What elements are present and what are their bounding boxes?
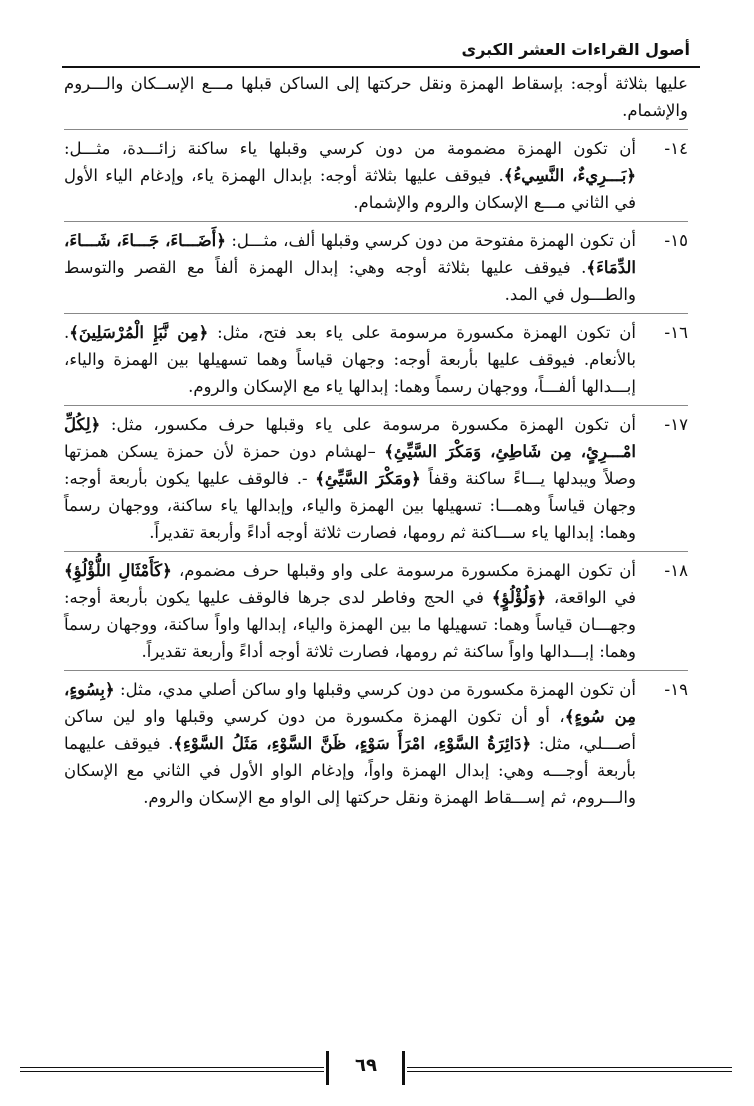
item-separator: [64, 129, 688, 130]
intro-paragraph: [64, 70, 688, 124]
page-body: [64, 70, 688, 811]
item-text: [64, 411, 636, 546]
item-text-before: أن تكون الهمزة مضمومة من دون كرسي وقبلها ياء ساكنة زائـــدة، مثـــل:: [64, 139, 636, 158]
quran-quote-2: ﴿ومَكْرَ السَّيِّئِ﴾: [315, 469, 421, 488]
footer-rule-left-double: [20, 1071, 324, 1072]
footer-rule-right-double: [407, 1071, 732, 1072]
item-separator: [64, 551, 688, 552]
item-text-before: أن تكون الهمزة مكسورة من دون كرسي وقبلها واو ساكن أصلي مدي، مثل:: [120, 680, 636, 699]
item-number: ١٧-: [664, 415, 688, 434]
footer-rule-right: [407, 1067, 732, 1068]
quran-quote: ﴿لِكُلِّ امْـــرِئٍ، مِن شَاطِئِ، وَمَكْرَ السَّيِّئِ﴾: [64, 415, 636, 461]
page-footer: [0, 1055, 754, 1089]
item-text: [64, 135, 636, 216]
item-separator: [64, 405, 688, 406]
list-item-17: [64, 411, 688, 546]
item-separator: [64, 313, 688, 314]
item-text-after-2: . فيوقف عليهما بأربعة أوجـــه وهي: إبدال الهمزة واواً، وإدغام الواو الأول في الثاني مع الإسكان والـــروم، ثم إســـقاط الهمزة ونقل حركتها إلى الواو مع الإسكان والروم.: [64, 734, 636, 807]
item-text: [64, 676, 636, 811]
list-item-18: [64, 557, 688, 665]
quran-quote: ﴿مِن نَّبَإِ الْمُرْسَلِينَ﴾: [69, 323, 209, 342]
item-text-after: . بالأنعام. فيوقف عليها بأربعة أوجه: وجهان قياساً وهما تسهيلها بين الهمزة والياء، إبـــدالها ألفـــاً، ووجهان رسماً وهما: إبدالها ياء مع الإسكان والروم.: [64, 323, 636, 396]
quran-quote: ﴿كَأَمْثَالِ اللُّؤْلُؤِ﴾: [64, 561, 172, 580]
item-text-after: ، أو أن تكون الهمزة مكسورة من دون كرسي وقبلها واو لين ساكن أصـــلي، مثل:: [64, 707, 636, 753]
item-separator: [64, 670, 688, 671]
item-number: ١٦-: [664, 323, 688, 342]
quran-quote: ﴿بِسُوءٍ، مِن سُوءٍ﴾: [64, 680, 637, 726]
quran-quote: ﴿بَـــرِيءٌ، النَّسِيءُ﴾: [503, 166, 636, 185]
item-text-after: –لهشام دون حمزة لأن حمزة يسكن همزتها وصلاً ويبدلها يـــاءً ساكنة وقفاً: [64, 442, 636, 488]
item-number: ١٨-: [664, 561, 688, 580]
item-number: ١٥-: [664, 231, 688, 250]
footer-bar-left: [326, 1051, 329, 1085]
quran-quote: ﴿أَضَـــاءَ، جَـــاءَ، شَـــاءَ، الدِّمَاءَ﴾: [64, 231, 636, 277]
quran-quote-2: ﴿وَلُؤْلُؤٍ﴾: [491, 588, 547, 607]
item-text-before: أن تكون الهمزة مفتوحة من دون كرسي وقبلها ألف، مثـــل:: [231, 231, 637, 250]
item-text: [64, 557, 636, 665]
item-text-after: . فيوقف عليها بثلاثة أوجه: بإبدال الهمزة ياء، وإدغام الياء الأول في الثاني مـــع الإسكان والروم والإشمام.: [64, 166, 636, 212]
list-item-16: [64, 319, 688, 400]
page-number: ٦٩: [355, 1055, 377, 1076]
item-text-before: أن تكون الهمزة مكسورة مرسومة على ياء وقبلها حرف مكسور، مثل:: [110, 415, 637, 434]
intro-text: عليها بثلاثة أوجه: بإسقاط الهمزة ونقل حركتها إلى الساكن قبلها مـــع الإســكان والـــروم والإشمام.: [64, 74, 688, 120]
footer-rule-left: [20, 1067, 324, 1068]
item-text-after-2: في الحج وفاطر لدى جرها فالوقف عليها يكون بأربعة أوجه: وجهـــان قياساً وهما: تسهيلها ما بين الهمزة والياء، إبدالها واواً ساكنة، ووجهان رسماً وهما: إبـــدالها واواً ساكنة ثم رومها، فصارت ثلاثة أوجه أداءً وأربعة تقديراً.: [64, 588, 636, 661]
item-number: ١٤-: [664, 139, 688, 158]
item-text: [64, 227, 636, 308]
running-header-title: أصول القراءات العشر الكبرى: [461, 40, 690, 59]
item-separator: [64, 221, 688, 222]
quran-quote-2: ﴿دَائِرَةُ السَّوْءِ، امْرَأَ سَوْءٍ، ظَنَّ السَّوْءِ، مَثَلُ السَّوْءِ﴾: [173, 734, 532, 753]
item-text: [64, 319, 636, 400]
item-text-before: أن تكون الهمزة مكسورة مرسومة على واو وقبلها حرف مضموم،: [178, 561, 636, 580]
item-text-after-2: -. فالوقف عليها يكون بأربعة أوجه: وجهان قياساً وهمـــا: تسهيلها بين الهمزة والياء، وإبدالها ياء ساكنة، ووجهان رسماً وهما: إبدالها ياء ســـاكنة ثم رومها، فصارت ثلاثة أوجه أداءً وأربعة تقديراً.: [64, 469, 636, 542]
list-item-14: [64, 135, 688, 216]
item-number: ١٩-: [664, 680, 688, 699]
item-text-after: في الواقعة،: [553, 588, 637, 607]
footer-bar-right: [402, 1051, 405, 1085]
header-rule: [62, 66, 700, 68]
item-text-before: أن تكون الهمزة مكسورة مرسومة على ياء بعد فتح، مثل:: [217, 323, 637, 342]
list-item-19: [64, 676, 688, 811]
item-text-after: . فيوقف عليها بثلاثة أوجه وهي: إبدال الهمزة ألفاً مع القصر والتوسط والطـــول في المد.: [64, 258, 636, 304]
list-item-15: [64, 227, 688, 308]
